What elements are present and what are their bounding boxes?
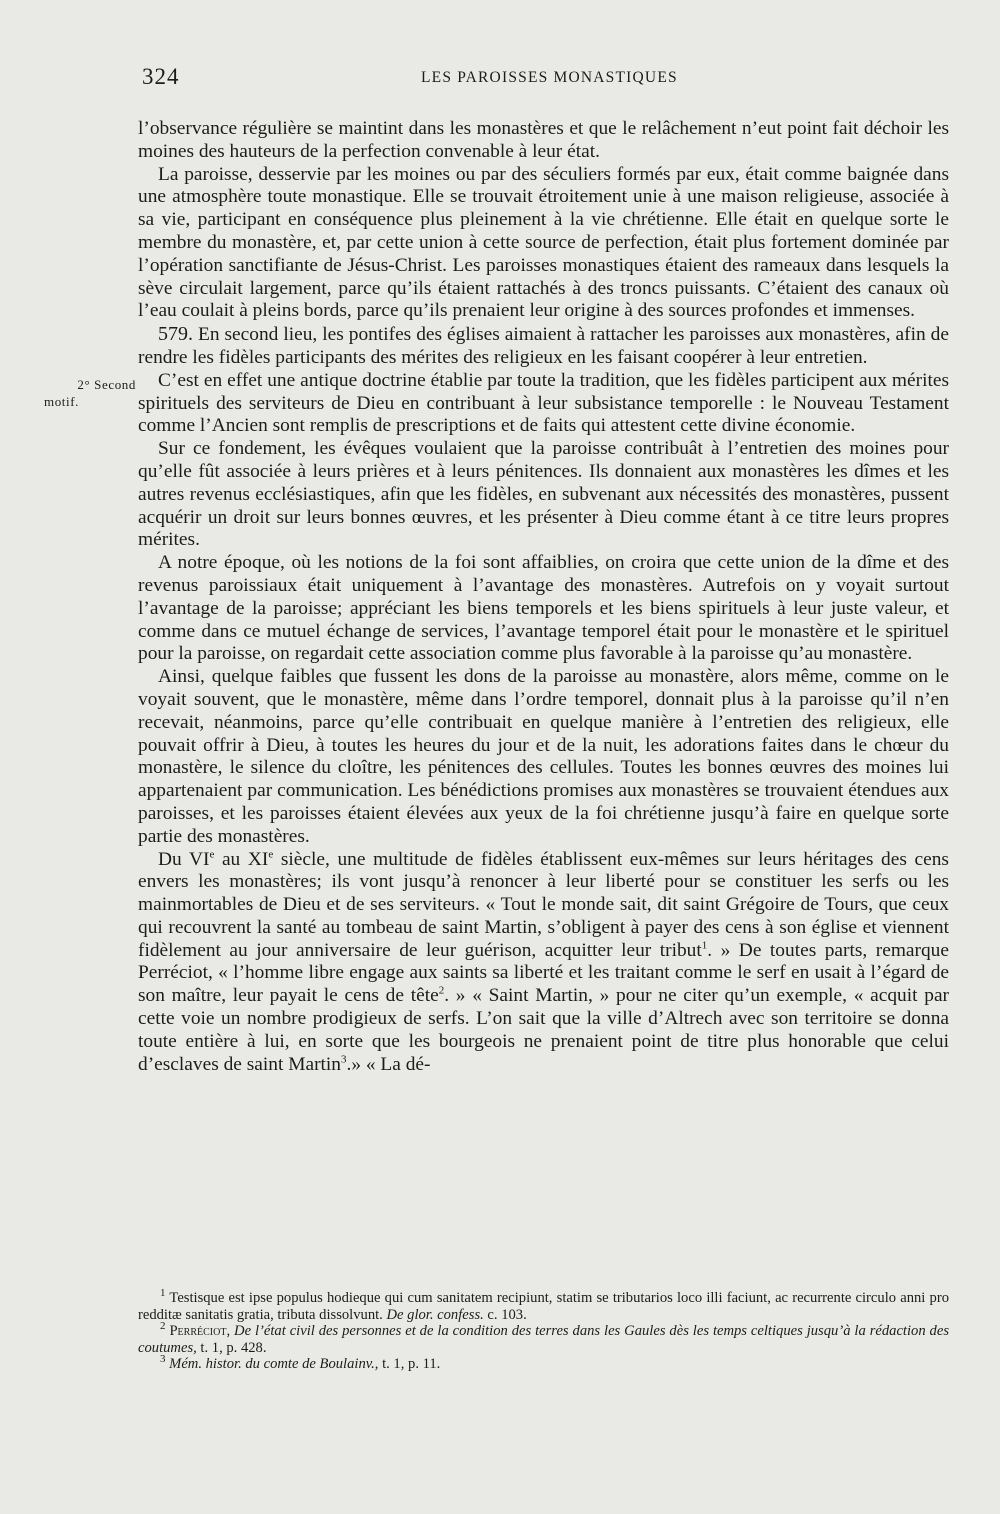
paragraph-text: siècle, une multitude de fidèles établissent eux-mêmes sur leurs héritages des cens envers les monastères; ils vont jusqu’à renoncer à leur liberté pour se constituer les serfs ou les mainmortables de Dieu et de ses serviteurs. « Tout le monde sait, dit saint Grégoire de Tours, que ceux qui recouvrent la santé au tombeau de saint Martin, s’obligent à payer des cens à son église et viennent fidèlement au jour anniversaire de leur guérison, acquitter leur tribut	[138, 848, 949, 961]
page-number: 324	[142, 64, 180, 89]
footnote-text: t. 1, p. 11.	[378, 1356, 441, 1373]
paragraph: l’observance régulière se maintint dans les monastères et que le relâchement n’eut point fait déchoir les moines des hauteurs de la perfection convenable à leur état.	[138, 118, 949, 162]
footnote-mark: 1	[160, 1287, 166, 1300]
margin-note	[44, 376, 136, 410]
footnote-citation: De glor. confess.	[386, 1306, 484, 1323]
section-number: 579.	[158, 323, 193, 346]
footnote-mark: 3	[160, 1353, 166, 1366]
margin-note-line: 2° Second	[77, 377, 136, 392]
running-title: LES PAROISSES MONASTIQUES	[421, 69, 678, 86]
paragraph	[138, 323, 949, 370]
footnotes	[138, 1287, 950, 1373]
margin-note-line: motif.	[44, 394, 80, 409]
paragraph-text: En second lieu, les pontifes des églises aimaient à rattacher les paroisses aux monastères, afin de rendre les fidèles participants des mérites des religieux en les faisant coopérer à leur entretien.	[138, 324, 949, 368]
superscript: e	[268, 848, 274, 861]
paragraph: Sur ce fondement, les évêques voulaient que la paroisse contribuât à l’entretien des moines pour qu’elle fût associée à leurs prières et à leurs pénitences. Ils donnaient aux monastères les dîmes et les autres revenus ecclésiastiques, afin que les fidèles, en subvenant aux nécessités des monastères, pussent acquérir un droit sur leurs bonnes œuvres, et les présenter à Dieu comme étant à ce titre leurs propres mérites.	[138, 438, 949, 551]
footnote-ref: 3	[341, 1053, 347, 1066]
footnote-ref: 1	[701, 939, 708, 952]
footnote	[138, 1320, 950, 1356]
paragraph: A notre époque, où les notions de la foi sont affaiblies, on croira que cette union de la dîme et des revenus paroissiaux était uniquement à l’avantage des monastères. Autrefois on y voyait surtout l’avantage de la paroisse; appréciant les biens temporels et les biens spirituels à leur juste valeur, et comme dans ce mutuel échange de services, l’avantage temporel était pour le monastère et le spirituel pour la paroisse, on regardait cette association comme plus favorable à la paroisse qu’au monastère.	[138, 552, 949, 665]
footnote-text: c. 103.	[483, 1306, 527, 1323]
footnote-citation: De l’état civil des personnes et de la condition des terres dans les Gaules dès les temps celtiques jusqu’à la rédaction des coutumes,	[138, 1323, 950, 1356]
footnote-mark: 2	[160, 1320, 166, 1333]
paragraph: Ainsi, quelque faibles que fussent les dons de la paroisse au monastère, alors même, comme on le voyait souvent, que le monastère, même dans l’ordre temporel, donnait plus à la paroisse qu’il n’en recevait, néanmoins, parce qu’elle contribuait en quelque manière à l’entretien des religieux, elle pouvait offrir à Dieu, à toutes les heures du jour et de la nuit, les adorations faites dans le chœur du monastère, le silence du cloître, les pénitences des cellules. Toutes les bonnes œuvres des moines lui appartenaient par communication. Les bénédictions promises aux monastères se trouvaient étendues aux paroisses, et les paroisses étaient élevées aux yeux de la foi chrétienne jusqu’à faire en quelque sorte partie des monastères.	[138, 666, 949, 847]
body-text	[138, 118, 949, 1076]
paragraph: C’est en effet une antique doctrine établie par toute la tradition, que les fidèles participent aux mérites spirituels des serviteurs de Dieu en contribuant à leur subsistance temporelle : le Nouveau Testament comme l’Ancien sont remplis de prescriptions et de faits qui attestent cette divine économie.	[138, 369, 949, 437]
footnote-ref: 2	[438, 984, 445, 997]
footnote	[138, 1287, 949, 1323]
footnote-author: Perréciot,	[169, 1323, 231, 1340]
running-head	[138, 64, 948, 92]
superscript: e	[209, 848, 215, 861]
paragraph-text: .» « La dé-	[346, 1053, 431, 1075]
paragraph	[138, 849, 949, 1077]
paragraph: La paroisse, desservie par les moines ou par des séculiers formés par eux, était comme baignée dans une atmosphère toute monastique. Elle se trouvait étroitement unie à une maison religieuse, associée à sa vie, participant en conséquence plus pleinement à la vie chrétienne. Elle était en quelque sorte le membre du monastère, et, par cette union à cette source de perfection, était plus fortement dominée par l’opération sanctifiante de Jésus-Christ. Les paroisses monastiques étaient des rameaux dans lesquels la sève circulait largement, parce qu’ils étaient rattachés à des troncs puissants. C’étaient des canaux où l’eau coulait à pleins bords, parce qu’ils prenaient leur origine à des sources profondes et immenses.	[138, 163, 949, 322]
paragraph-text: Du VI	[158, 848, 210, 870]
paragraph-text: . » De toutes parts, remarque Perréciot, « l’homme libre engage aux saints sa liberté et les traitant comme le serf en usait à l’égard de son maître, leur payait le cens de tête	[138, 939, 949, 1007]
footnote	[138, 1353, 949, 1373]
paragraph-text: au XI	[214, 848, 269, 870]
paragraph-text: . » « Saint Martin, » pour ne citer qu’un exemple, « acquit par cette voie un nombre prodigieux de serfs. L’on sait que la ville d’Altrech avec son territoire se donna toute entière à lui, en sorte que les bourgeois ne prenaient point de titre plus honorable que celui d’esclaves de saint Martin	[138, 985, 950, 1075]
footnote-citation: Mém. histor. du comte de Boulainv.,	[169, 1356, 379, 1373]
footnote-text: Testisque est ipse populus hodieque qui cum sanitatem recipiunt, statim se tributarios loco illi faciunt, ac recurrente circulo anni pro redditæ sanitatis gratia, tributa dissolvunt.	[138, 1290, 949, 1323]
footnote-text: t. 1, p. 428.	[196, 1339, 267, 1356]
